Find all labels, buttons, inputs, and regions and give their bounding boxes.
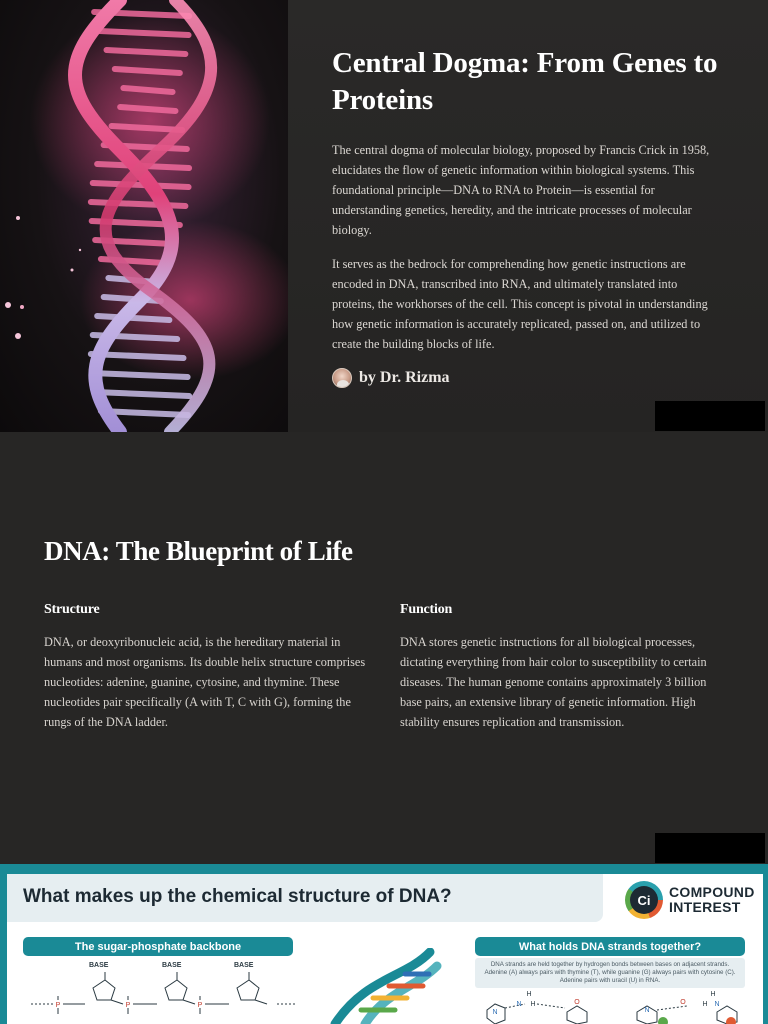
slide-dna-blueprint xyxy=(0,432,768,864)
logo-wordmark xyxy=(669,885,755,915)
svg-text:O: O xyxy=(680,999,686,1006)
slide-central-dogma xyxy=(0,0,768,432)
svg-text:N: N xyxy=(492,1009,498,1016)
dna-structure-infographic xyxy=(0,864,768,1024)
infographic-question: What makes up the chemical structure of DNA? xyxy=(23,886,452,907)
svg-text:N: N xyxy=(516,1001,522,1008)
base-label: BASE xyxy=(89,962,109,969)
question-banner xyxy=(7,874,603,922)
structure-title: Structure xyxy=(44,602,100,617)
logo-line1: COMPOUND xyxy=(669,884,755,900)
structure-text: DNA, or deoxyribonucleic acid, is the hereditary material in humans and most organisms. Its double helix structure comprises nucleotides: adenine, guanine, cytosine, and thymine. These nucleotides pair specifically (A with T, C with G), forming the rungs of the DNA ladder. xyxy=(44,635,366,729)
base-pair-diagram xyxy=(477,990,757,1024)
context-paragraph: It serves as the bedrock for comprehending how genetic instructions are encoded in DNA, transcribed into RNA, and ultimately translated into proteins, the workhorses of the cell. This concept is pivotal in understanding how genetic information is accurately replicated, passed on, and utilized to create the building blocks of life. xyxy=(332,257,708,351)
helix-rung xyxy=(120,107,175,111)
slide-corner-tab xyxy=(655,401,765,431)
intro-paragraph: The central dogma of molecular biology, proposed by Francis Crick in 1958, elucidates the flow of genetic information within biological systems. This foundational principle—DNA to RNA to Protein—is essential for understanding genetics, heredity, and the intricate processes of molecular biology. xyxy=(332,143,710,237)
svg-text:P: P xyxy=(197,1002,203,1009)
helix-rung xyxy=(123,88,172,92)
svg-text:H: H xyxy=(702,1001,708,1008)
svg-text:N: N xyxy=(714,1001,720,1008)
logo-icon xyxy=(625,881,663,919)
function-text: DNA stores genetic instructions for all biological processes, dictating everything from hair color to susceptibility to certain diseases. The human genome contains approximately 3 billion base pairs, an extensive library of genetic information. High stability ensures replication and transmission. xyxy=(400,635,707,729)
dna-helix-icon xyxy=(325,948,445,1024)
helix-rung xyxy=(91,202,186,206)
svg-text:P: P xyxy=(55,1002,61,1009)
helix-rung xyxy=(99,31,188,35)
function-column xyxy=(400,602,720,732)
author-name: by Dr. Rizma xyxy=(359,369,450,386)
base-label: BASE xyxy=(162,962,182,969)
logo-line2: INTEREST xyxy=(669,899,741,915)
page-title: Central Dogma: From Genes to Proteins xyxy=(332,47,718,116)
hydrogen-bond-description: DNA strands are held together by hydrogen bonds between bases on adjacent strands. Adenine (A) always pairs with thymine (T), while guanine (G) always pairs with cytosine (C). Adenine pairs with uracil (U) in RNA. xyxy=(475,958,745,988)
infographic-panel xyxy=(7,874,763,1024)
svg-text:P: P xyxy=(125,1002,131,1009)
hydrogen-bond-label: What holds DNA strands together? xyxy=(475,937,745,956)
avatar xyxy=(332,368,352,388)
structure-column xyxy=(44,602,374,732)
svg-text:N: N xyxy=(644,1007,650,1014)
compound-interest-logo xyxy=(625,880,761,920)
section-heading: DNA: The Blueprint of Life xyxy=(44,536,353,566)
slide-corner-tab xyxy=(655,833,765,863)
helix-rung xyxy=(93,183,189,187)
dna-helix-image xyxy=(0,0,288,432)
svg-text:H: H xyxy=(526,991,532,998)
function-title: Function xyxy=(400,602,453,617)
backbone-label: The sugar-phosphate backbone xyxy=(23,937,293,956)
helix-rung xyxy=(92,373,188,377)
svg-text:H: H xyxy=(710,991,716,998)
helix-rung xyxy=(115,69,180,73)
base-label: BASE xyxy=(234,962,254,969)
dna-helix-illustration xyxy=(0,0,288,432)
helix-rung xyxy=(107,50,186,54)
author-byline xyxy=(332,367,450,389)
logo-mark: Ci xyxy=(630,886,658,914)
helix-rung xyxy=(95,392,189,396)
svg-text:H: H xyxy=(530,1001,536,1008)
helix-rung xyxy=(112,126,183,130)
backbone-diagram xyxy=(23,970,303,1024)
svg-text:O: O xyxy=(574,999,580,1006)
